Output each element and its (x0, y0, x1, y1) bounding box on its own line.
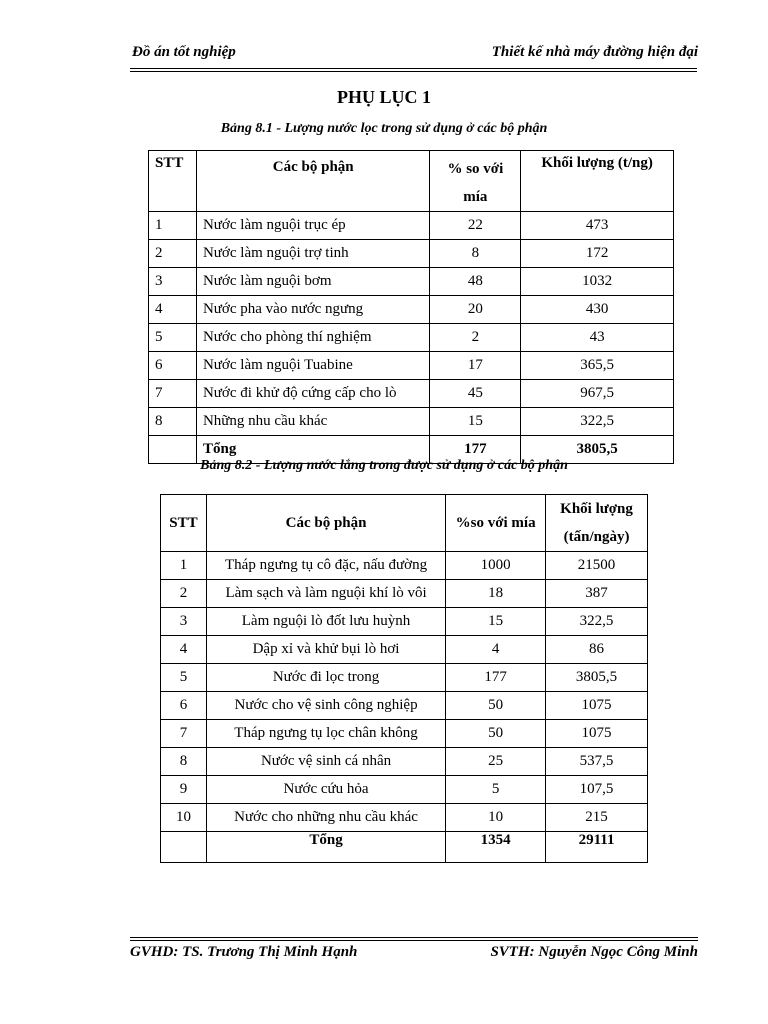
cell-percent: 15 (430, 408, 521, 436)
cell-part: Nước đi lọc trong (206, 664, 445, 692)
footer-left: GVHD: TS. Trương Thị Minh Hạnh (130, 944, 358, 960)
table-row (161, 692, 648, 720)
cell-percent: 4 (446, 636, 546, 664)
table-row (161, 748, 648, 776)
table-row (161, 608, 648, 636)
cell-part: Làm sạch và làm nguội khí lò vôi (206, 580, 445, 608)
table-row (149, 324, 674, 352)
total-mass: 29111 (546, 832, 648, 863)
cell-mass: 322,5 (521, 408, 674, 436)
cell-part: Nước làm nguội Tuabine (196, 352, 429, 380)
table-total-row (161, 832, 648, 863)
table-row (149, 240, 674, 268)
header-rule-top (130, 68, 697, 69)
cell-part: Nước cứu hỏa (206, 776, 445, 804)
cell-percent: 45 (430, 380, 521, 408)
table-2 (160, 494, 648, 863)
cell-part: Nước làm nguội trục ép (196, 212, 429, 240)
cell-stt: 2 (149, 240, 197, 268)
footer-rule-top (130, 937, 698, 938)
cell-part: Nước làm nguội trợ tinh (196, 240, 429, 268)
cell-mass: 1032 (521, 268, 674, 296)
table-row (149, 296, 674, 324)
total-percent: 1354 (446, 832, 546, 863)
cell-percent: 17 (430, 352, 521, 380)
cell-part: Nước cho những nhu cầu khác (206, 804, 445, 832)
cell-percent: 8 (430, 240, 521, 268)
cell-percent: 18 (446, 580, 546, 608)
col-header-parts: Các bộ phận (206, 495, 445, 552)
cell-mass: 967,5 (521, 380, 674, 408)
cell-percent: 177 (446, 664, 546, 692)
table-row (149, 408, 674, 436)
table-row (149, 352, 674, 380)
cell-mass: 473 (521, 212, 674, 240)
col-header-mass: Khối lượng (tấn/ngày) (546, 495, 648, 552)
cell-part: Dập xỉ và khử bụi lò hơi (206, 636, 445, 664)
cell-mass: 3805,5 (546, 664, 648, 692)
table1-caption: Bảng 8.1 - Lượng nước lọc trong sử dụng ở các bộ phận (220, 121, 548, 136)
cell-percent: 10 (446, 804, 546, 832)
cell-stt: 10 (161, 804, 207, 832)
cell-mass: 43 (521, 324, 674, 352)
cell-stt: 9 (161, 776, 207, 804)
cell-percent: 22 (430, 212, 521, 240)
table-row (149, 268, 674, 296)
header-right: Thiết kế nhà máy đường hiện đại (491, 44, 698, 60)
cell-percent: 2 (430, 324, 521, 352)
cell-stt: 3 (161, 608, 207, 636)
cell-mass: 21500 (546, 552, 648, 580)
table-header-row (161, 495, 648, 552)
cell-percent: 20 (430, 296, 521, 324)
cell-part: Nước pha vào nước ngưng (196, 296, 429, 324)
cell-stt: 4 (161, 636, 207, 664)
total-label: Tổng (206, 832, 445, 863)
cell-stt: 7 (161, 720, 207, 748)
cell-stt: 8 (161, 748, 207, 776)
cell-percent: 50 (446, 720, 546, 748)
cell-percent: 1000 (446, 552, 546, 580)
cell-stt: 2 (161, 580, 207, 608)
cell-stt (161, 832, 207, 863)
total-label: Tổng (196, 436, 429, 464)
cell-percent: 5 (446, 776, 546, 804)
table-row (161, 804, 648, 832)
cell-stt: 5 (161, 664, 207, 692)
cell-part: Nước cho phòng thí nghiệm (196, 324, 429, 352)
cell-percent: 25 (446, 748, 546, 776)
cell-mass: 430 (521, 296, 674, 324)
cell-percent: 15 (446, 608, 546, 636)
col-header-parts: Các bộ phận (196, 151, 429, 212)
cell-part: Nước làm nguội bơm (196, 268, 429, 296)
table-row (161, 776, 648, 804)
cell-mass: 1075 (546, 720, 648, 748)
cell-mass: 387 (546, 580, 648, 608)
cell-percent: 48 (430, 268, 521, 296)
footer-right: SVTH: Nguyễn Ngọc Công Minh (490, 944, 698, 960)
cell-part: Những nhu cầu khác (196, 408, 429, 436)
table-row (161, 580, 648, 608)
col-header-percent: % so với mía (430, 151, 521, 212)
page-footer (130, 944, 698, 966)
table2-caption: Bảng 8.2 - Lượng nước lắng trong được sử dụng ở các bộ phận (200, 458, 568, 473)
cell-mass: 1075 (546, 692, 648, 720)
cell-part: Nước cho vệ sinh công nghiệp (206, 692, 445, 720)
total-mass: 3805,5 (521, 436, 674, 464)
table-row (149, 212, 674, 240)
cell-stt: 1 (161, 552, 207, 580)
cell-stt: 8 (149, 408, 197, 436)
cell-mass: 537,5 (546, 748, 648, 776)
cell-stt: 5 (149, 324, 197, 352)
cell-part: Nước đi khử độ cứng cấp cho lò (196, 380, 429, 408)
table-row (161, 552, 648, 580)
cell-part: Nước vệ sinh cá nhân (206, 748, 445, 776)
col-header-stt: STT (161, 495, 207, 552)
header-rule-bottom (130, 71, 697, 72)
table-row (161, 664, 648, 692)
total-percent: 177 (430, 436, 521, 464)
cell-stt: 1 (149, 212, 197, 240)
cell-mass: 107,5 (546, 776, 648, 804)
cell-mass: 172 (521, 240, 674, 268)
cell-mass: 86 (546, 636, 648, 664)
cell-stt: 6 (149, 352, 197, 380)
footer-rule-bottom (130, 940, 698, 941)
page-title: PHỤ LỤC 1 (337, 87, 431, 107)
table-row (161, 636, 648, 664)
cell-mass: 322,5 (546, 608, 648, 636)
col-header-stt: STT (149, 151, 197, 212)
cell-mass: 365,5 (521, 352, 674, 380)
page-header (132, 44, 698, 66)
cell-stt: 3 (149, 268, 197, 296)
cell-stt: 6 (161, 692, 207, 720)
cell-part: Tháp ngưng tụ lọc chân không (206, 720, 445, 748)
table-row (149, 380, 674, 408)
table-1 (148, 150, 674, 464)
cell-part: Làm nguội lò đốt lưu huỳnh (206, 608, 445, 636)
header-left: Đồ án tốt nghiệp (132, 44, 236, 60)
table-header-row (149, 151, 674, 212)
cell-stt: 7 (149, 380, 197, 408)
cell-stt: 4 (149, 296, 197, 324)
table-row (161, 720, 648, 748)
col-header-percent: %so với mía (446, 495, 546, 552)
cell-percent: 50 (446, 692, 546, 720)
col-header-mass: Khối lượng (t/ng) (521, 151, 674, 212)
cell-part: Tháp ngưng tụ cô đặc, nấu đường (206, 552, 445, 580)
cell-mass: 215 (546, 804, 648, 832)
